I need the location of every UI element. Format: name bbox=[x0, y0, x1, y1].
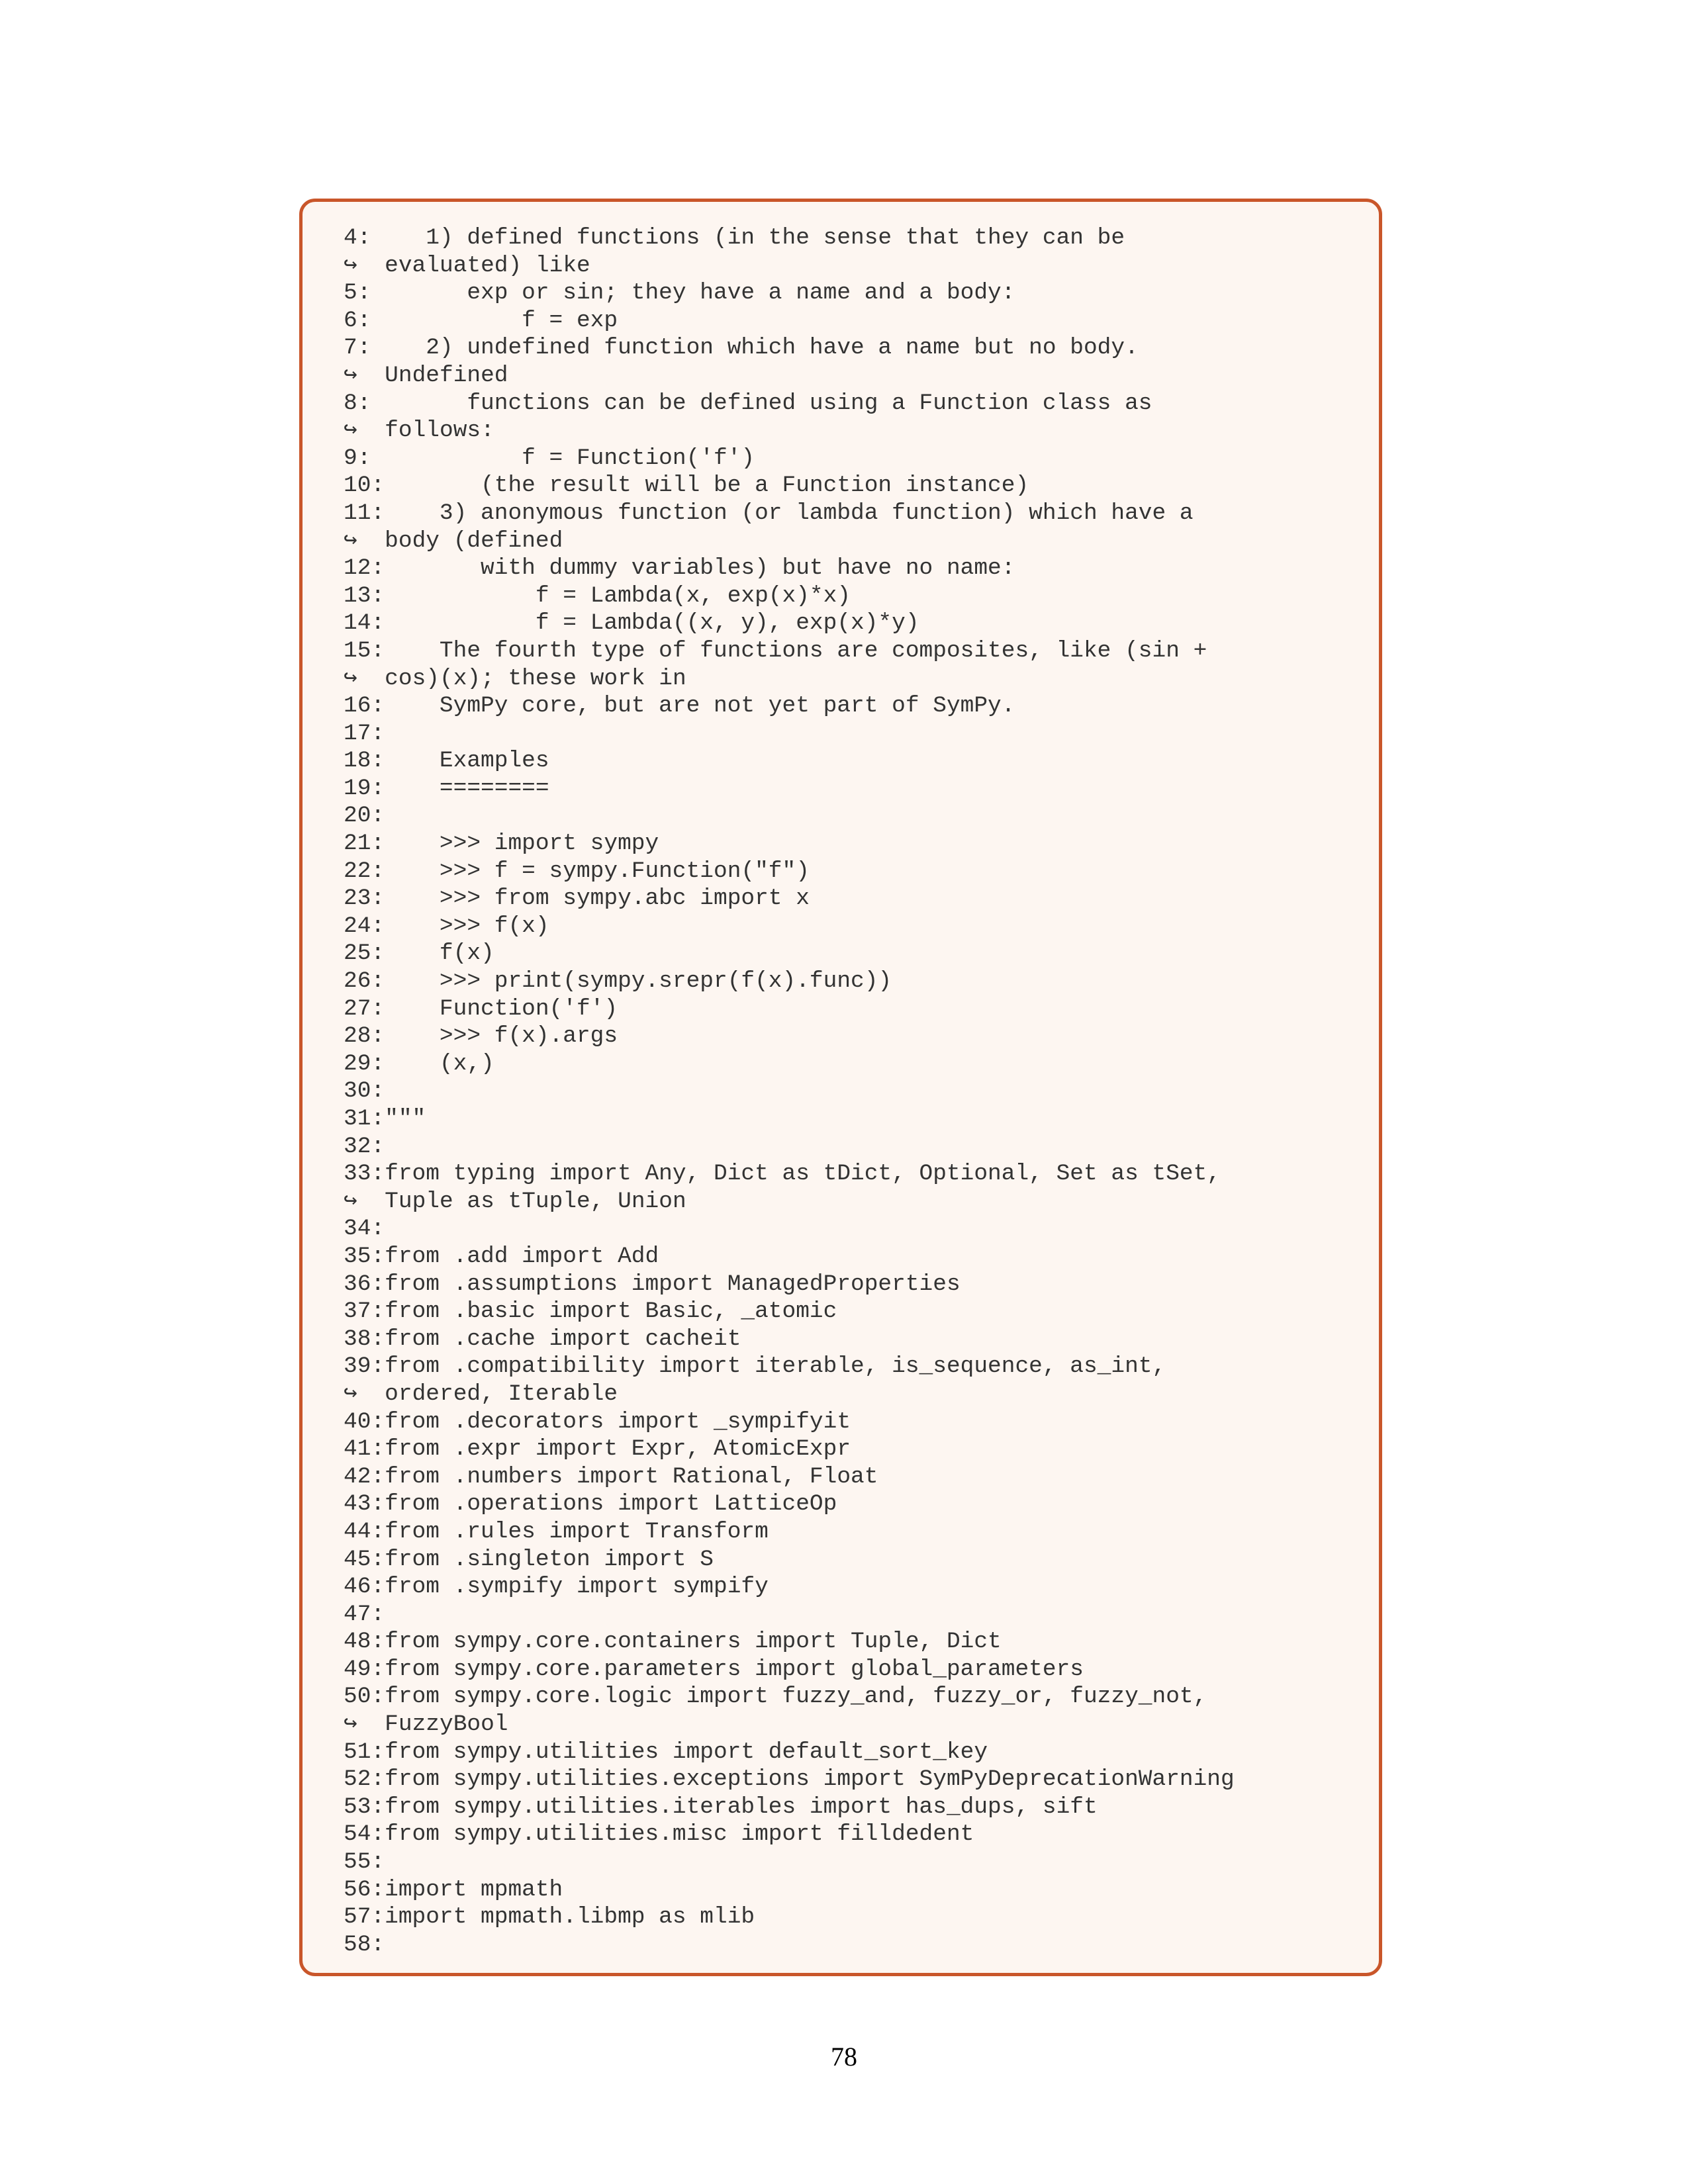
code-line: 32: bbox=[344, 1133, 385, 1160]
code-line: ↪ ordered, Iterable bbox=[344, 1381, 618, 1407]
code-line: 56:import mpmath bbox=[344, 1876, 563, 1903]
code-line: 29: (x,) bbox=[344, 1050, 494, 1077]
code-line: 4: 1) defined functions (in the sense that they can be bbox=[344, 225, 1125, 251]
code-line: 25: f(x) bbox=[344, 940, 494, 967]
code-line: 50:from sympy.core.logic import fuzzy_and, fuzzy_or, fuzzy_not, bbox=[344, 1684, 1207, 1710]
code-line: 45:from .singleton import S bbox=[344, 1546, 714, 1572]
code-line: 12: with dummy variables) but have no name: bbox=[344, 555, 1015, 582]
code-line: 53:from sympy.utilities.iterables import has_dups, sift bbox=[344, 1794, 1098, 1820]
code-line: 9: f = Function('f') bbox=[344, 445, 755, 471]
code-listing-frame bbox=[299, 199, 1382, 1976]
code-line: 26: >>> print(sympy.srepr(f(x).func)) bbox=[344, 968, 892, 995]
code-line: 8: functions can be defined using a Function class as bbox=[344, 390, 1152, 416]
code-line: 5: exp or sin; they have a name and a body: bbox=[344, 280, 1015, 306]
code-line: 17: bbox=[344, 720, 385, 747]
code-line: ↪ FuzzyBool bbox=[344, 1711, 508, 1738]
code-listing bbox=[344, 224, 1235, 1958]
code-line: 30: bbox=[344, 1078, 385, 1105]
code-line: 36:from .assumptions import ManagedProperties bbox=[344, 1271, 961, 1297]
code-line: 38:from .cache import cacheit bbox=[344, 1326, 741, 1352]
code-line: 42:from .numbers import Rational, Float bbox=[344, 1463, 878, 1490]
code-line: 22: >>> f = sympy.Function("f") bbox=[344, 858, 810, 884]
code-line: 46:from .sympify import sympify bbox=[344, 1574, 769, 1600]
page-number: 78 bbox=[831, 2042, 857, 2071]
code-line: 24: >>> f(x) bbox=[344, 913, 549, 939]
code-line: 58: bbox=[344, 1931, 385, 1958]
code-line: 43:from .operations import LatticeOp bbox=[344, 1491, 837, 1518]
code-line: 33:from typing import Any, Dict as tDict, Optional, Set as tSet, bbox=[344, 1161, 1221, 1187]
code-line: 16: SymPy core, but are not yet part of SymPy. bbox=[344, 693, 1015, 719]
code-line: 13: f = Lambda(x, exp(x)*x) bbox=[344, 582, 851, 609]
code-line: ↪ cos)(x); these work in bbox=[344, 665, 686, 692]
code-line: 23: >>> from sympy.abc import x bbox=[344, 886, 810, 912]
code-line: ↪ Tuple as tTuple, Union bbox=[344, 1188, 686, 1214]
code-line: 44:from .rules import Transform bbox=[344, 1518, 769, 1545]
code-line: ↪ follows: bbox=[344, 418, 494, 444]
code-line: 21: >>> import sympy bbox=[344, 831, 659, 857]
code-line: 27: Function('f') bbox=[344, 995, 618, 1022]
code-line: 49:from sympy.core.parameters import global_parameters bbox=[344, 1656, 1084, 1682]
code-line: 41:from .expr import Expr, AtomicExpr bbox=[344, 1436, 851, 1463]
code-line: ↪ Undefined bbox=[344, 362, 508, 388]
code-line: 15: The fourth type of functions are composites, like (sin + bbox=[344, 637, 1207, 664]
code-line: 7: 2) undefined function which have a name but no body. bbox=[344, 335, 1139, 361]
code-line: 37:from .basic import Basic, _atomic bbox=[344, 1298, 837, 1325]
code-line: 57:import mpmath.libmp as mlib bbox=[344, 1904, 755, 1931]
code-line: 18: Examples bbox=[344, 748, 549, 774]
code-line: 28: >>> f(x).args bbox=[344, 1023, 618, 1050]
code-line: 52:from sympy.utilities.exceptions import SymPyDeprecationWarning bbox=[344, 1766, 1235, 1793]
code-line: 54:from sympy.utilities.misc import filldedent bbox=[344, 1821, 974, 1848]
code-line: ↪ evaluated) like bbox=[344, 252, 590, 279]
code-line: 10: (the result will be a Function instance) bbox=[344, 473, 1029, 499]
code-line: 40:from .decorators import _sympifyit bbox=[344, 1408, 851, 1435]
code-line: 6: f = exp bbox=[344, 307, 618, 334]
code-line: 39:from .compatibility import iterable, is_sequence, as_int, bbox=[344, 1353, 1166, 1380]
code-line: 11: 3) anonymous function (or lambda function) which have a bbox=[344, 500, 1194, 526]
code-line: 34: bbox=[344, 1216, 385, 1242]
code-line: 14: f = Lambda((x, y), exp(x)*y) bbox=[344, 610, 919, 637]
code-line: ↪ body (defined bbox=[344, 527, 563, 554]
code-line: 55: bbox=[344, 1849, 385, 1876]
code-line: 48:from sympy.core.containers import Tuple, Dict bbox=[344, 1629, 1002, 1655]
code-line: 47: bbox=[344, 1601, 385, 1627]
code-line: 51:from sympy.utilities import default_sort_key bbox=[344, 1739, 988, 1765]
code-line: 19: ======== bbox=[344, 775, 549, 801]
code-line: 31:""" bbox=[344, 1106, 426, 1132]
code-line: 20: bbox=[344, 803, 385, 829]
code-line: 35:from .add import Add bbox=[344, 1243, 659, 1269]
